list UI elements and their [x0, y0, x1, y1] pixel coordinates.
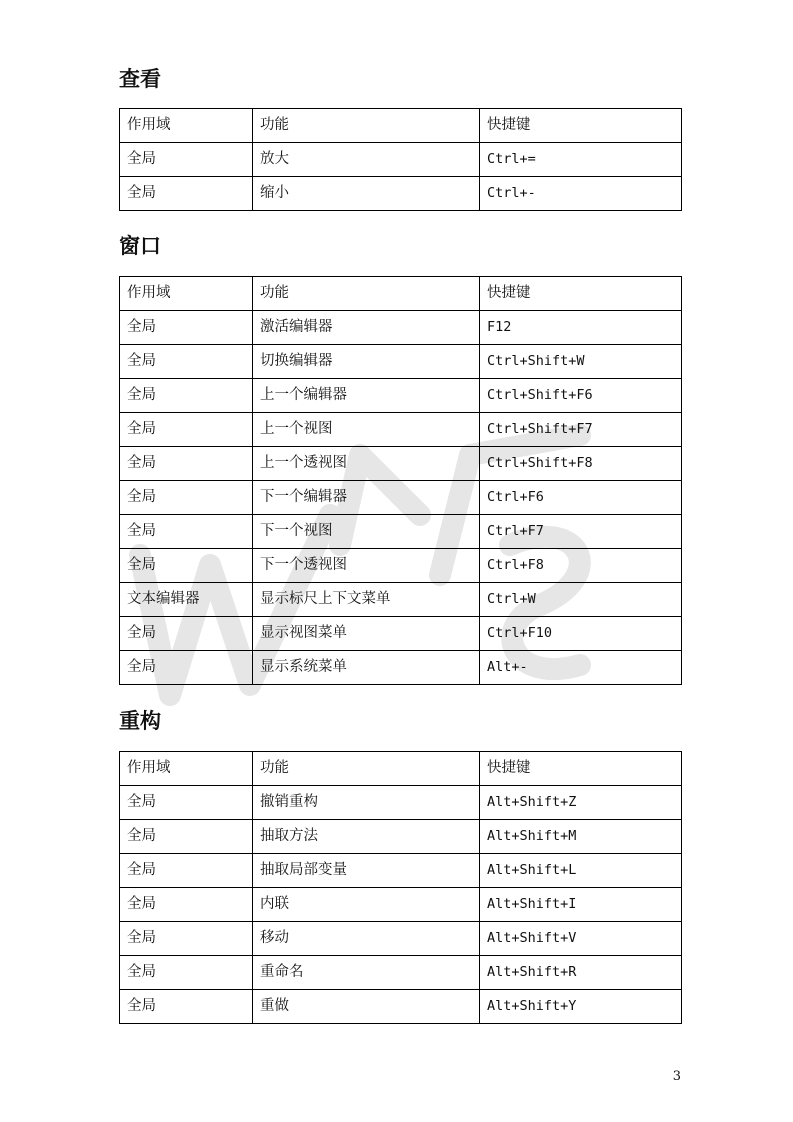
- scope-cell: 文本编辑器: [120, 583, 253, 617]
- function-cell: 下一个视图: [253, 515, 480, 549]
- shortcut-cell: Alt+-: [480, 651, 682, 685]
- shortcut-table-view: [119, 108, 682, 211]
- table-row: [120, 956, 682, 990]
- table-header-row: [120, 109, 682, 143]
- shortcut-cell: Ctrl+F10: [480, 617, 682, 651]
- table-header-row: [120, 277, 682, 311]
- column-header: 功能: [253, 752, 480, 786]
- shortcut-cell: F12: [480, 311, 682, 345]
- scope-cell: 全局: [120, 143, 253, 177]
- function-cell: 上一个编辑器: [253, 379, 480, 413]
- shortcut-cell: Ctrl+F6: [480, 481, 682, 515]
- table-row: [120, 617, 682, 651]
- column-header: 快捷键: [480, 277, 682, 311]
- column-header: 功能: [253, 109, 480, 143]
- shortcut-cell: Ctrl+Shift+F8: [480, 447, 682, 481]
- scope-cell: 全局: [120, 447, 253, 481]
- shortcut-cell: Ctrl+=: [480, 143, 682, 177]
- section-heading: 查看: [119, 67, 161, 91]
- section-window: [119, 234, 681, 258]
- function-cell: 缩小: [253, 177, 480, 211]
- section-view: [119, 67, 681, 91]
- table-row: [120, 549, 682, 583]
- scope-cell: 全局: [120, 617, 253, 651]
- function-cell: 下一个透视图: [253, 549, 480, 583]
- scope-cell: 全局: [120, 922, 253, 956]
- page-number: 3: [672, 1069, 681, 1084]
- column-header: 功能: [253, 277, 480, 311]
- table-row: [120, 379, 682, 413]
- scope-cell: 全局: [120, 854, 253, 888]
- scope-cell: 全局: [120, 345, 253, 379]
- table-row: [120, 413, 682, 447]
- shortcut-cell: Alt+Shift+I: [480, 888, 682, 922]
- scope-cell: 全局: [120, 311, 253, 345]
- function-cell: 显示标尺上下文菜单: [253, 583, 480, 617]
- column-header: 快捷键: [480, 752, 682, 786]
- shortcut-cell: Alt+Shift+Y: [480, 990, 682, 1024]
- scope-cell: 全局: [120, 956, 253, 990]
- shortcut-cell: Ctrl+Shift+F7: [480, 413, 682, 447]
- shortcut-cell: Alt+Shift+R: [480, 956, 682, 990]
- table-row: [120, 786, 682, 820]
- table-row: [120, 820, 682, 854]
- scope-cell: 全局: [120, 651, 253, 685]
- function-cell: 激活编辑器: [253, 311, 480, 345]
- scope-cell: 全局: [120, 177, 253, 211]
- table-row: [120, 583, 682, 617]
- shortcut-cell: Ctrl+W: [480, 583, 682, 617]
- column-header: 作用域: [120, 277, 253, 311]
- table-row: [120, 177, 682, 211]
- scope-cell: 全局: [120, 888, 253, 922]
- scope-cell: 全局: [120, 549, 253, 583]
- shortcut-table-refactor: [119, 751, 682, 1024]
- function-cell: 抽取方法: [253, 820, 480, 854]
- table-header-row: [120, 752, 682, 786]
- function-cell: 重做: [253, 990, 480, 1024]
- shortcut-cell: Alt+Shift+V: [480, 922, 682, 956]
- table-row: [120, 311, 682, 345]
- function-cell: 移动: [253, 922, 480, 956]
- function-cell: 显示视图菜单: [253, 617, 480, 651]
- function-cell: 重命名: [253, 956, 480, 990]
- column-header: 作用域: [120, 752, 253, 786]
- scope-cell: 全局: [120, 481, 253, 515]
- function-cell: 显示系统菜单: [253, 651, 480, 685]
- function-cell: 下一个编辑器: [253, 481, 480, 515]
- shortcut-table-window: [119, 276, 682, 685]
- scope-cell: 全局: [120, 413, 253, 447]
- table-row: [120, 143, 682, 177]
- function-cell: 抽取局部变量: [253, 854, 480, 888]
- scope-cell: 全局: [120, 990, 253, 1024]
- shortcut-cell: Ctrl+Shift+W: [480, 345, 682, 379]
- table-row: [120, 481, 682, 515]
- shortcut-cell: Alt+Shift+Z: [480, 786, 682, 820]
- function-cell: 上一个透视图: [253, 447, 480, 481]
- table-row: [120, 854, 682, 888]
- shortcut-cell: Ctrl+Shift+F6: [480, 379, 682, 413]
- function-cell: 撤销重构: [253, 786, 480, 820]
- shortcut-cell: Alt+Shift+M: [480, 820, 682, 854]
- function-cell: 放大: [253, 143, 480, 177]
- shortcut-cell: Alt+Shift+L: [480, 854, 682, 888]
- shortcut-cell: Ctrl+-: [480, 177, 682, 211]
- table-row: [120, 990, 682, 1024]
- section-heading: 重构: [119, 709, 161, 733]
- table-row: [120, 447, 682, 481]
- shortcut-cell: Ctrl+F7: [480, 515, 682, 549]
- table-row: [120, 515, 682, 549]
- scope-cell: 全局: [120, 820, 253, 854]
- function-cell: 上一个视图: [253, 413, 480, 447]
- table-row: [120, 345, 682, 379]
- shortcut-cell: Ctrl+F8: [480, 549, 682, 583]
- scope-cell: 全局: [120, 786, 253, 820]
- section-refactor: [119, 709, 681, 733]
- table-row: [120, 888, 682, 922]
- column-header: 作用域: [120, 109, 253, 143]
- scope-cell: 全局: [120, 515, 253, 549]
- function-cell: 切换编辑器: [253, 345, 480, 379]
- column-header: 快捷键: [480, 109, 682, 143]
- function-cell: 内联: [253, 888, 480, 922]
- table-row: [120, 922, 682, 956]
- table-row: [120, 651, 682, 685]
- scope-cell: 全局: [120, 379, 253, 413]
- section-heading: 窗口: [119, 234, 161, 258]
